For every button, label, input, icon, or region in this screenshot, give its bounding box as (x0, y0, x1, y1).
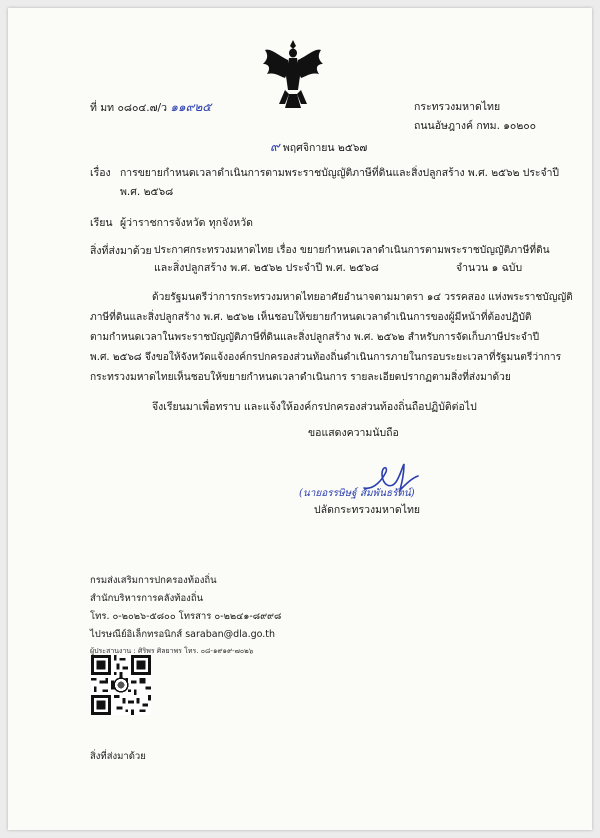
attachment-label: สิ่งที่ส่งมาด้วย (90, 245, 152, 257)
document-number (90, 100, 211, 115)
footer-office: สำนักบริหารการคลังท้องถิ่น (90, 593, 204, 604)
body-paragraph-2: จึงเรียนมาเพื่อทราบ และแจ้งให้องค์กรปกครองส่วนท้องถิ่นถือปฏิบัติต่อไป (152, 401, 477, 413)
ministry-address: ถนนอัษฎางค์ กทม. ๑๐๒๐๐ (414, 120, 537, 132)
subject-label: เรื่อง (90, 167, 111, 179)
garuda-emblem-icon (261, 38, 325, 114)
ministry-name: กระทรวงมหาดไทย (414, 101, 501, 113)
body-paragraph-line: กระทรวงมหาดไทยเห็นชอบให้ขยายกำหนดเวลาดำเนินการ รายละเอียดปรากฏตามสิ่งที่ส่งมาด้วย (90, 372, 511, 383)
salutation-text: ผู้ว่าราชการจังหวัด ทุกจังหวัด (120, 217, 253, 229)
signatory-position: ปลัดกระทรวงมหาดไทย (314, 504, 421, 516)
body-paragraph-line: ตามกำหนดเวลาในพระราชบัญญัติภาษีที่ดินและสิ่งปลูกสร้าง พ.ศ. ๒๕๖๒ สำหรับการจัดเก็บภาษีประจำปี (90, 332, 540, 343)
footer-phone: โทร. ๐-๒๐๒๖-๕๘๐๐ โทรสาร ๐-๒๒๔๑-๘๙๙๘ (90, 611, 282, 622)
document-date (270, 141, 367, 155)
attachment-line-2: และสิ่งปลูกสร้าง พ.ศ. ๒๕๖๒ ประจำปี พ.ศ. ๒๕๖๘ (154, 262, 379, 274)
attachment-line-1: ประกาศกระทรวงมหาดไทย เรื่อง ขยายกำหนดเวลาดำเนินการตามพระราชบัญญัติภาษีที่ดิน (154, 245, 550, 256)
footer-coordinator: ผู้ประสานงาน : ศิริพร ศิลยาพร โทร. ๐๘-๑๙๑๙-๗๐๒๖ (90, 647, 254, 655)
document-page (8, 8, 592, 830)
qr-code-icon[interactable] (91, 655, 151, 715)
closing-phrase: ขอแสดงความนับถือ (308, 427, 399, 439)
body-paragraph-line: ภาษีที่ดินและสิ่งปลูกสร้าง พ.ศ. ๒๕๖๒ เห็นชอบให้ขยายกำหนดเวลาดำเนินการของผู้มีหน้าที่ต้องปฏิบัติ (90, 312, 532, 323)
subject-line-1: การขยายกำหนดเวลาดำเนินการตามพระราชบัญญัติภาษีที่ดินและสิ่งปลูกสร้าง พ.ศ. ๒๕๖๒ ประจำปี (120, 167, 560, 179)
footer-department: กรมส่งเสริมการปกครองท้องถิ่น (90, 575, 217, 586)
document-number-prefix: ที่ มท ๐๘๐๔.๗/ว (90, 102, 167, 114)
signatory-name: (นายอรรษิษฐ์ สัมพันธรัตน์) (299, 488, 415, 499)
footer-email: ไปรษณีย์อิเล็กทรอนิกส์ saraban@dla.go.th (90, 629, 276, 640)
footer-attachment-note: สิ่งที่ส่งมาด้วย (90, 751, 146, 762)
body-paragraph-line: ด้วยรัฐมนตรีว่าการกระทรวงมหาดไทยอาศัยอำนาจตามมาตรา ๑๔ วรรคสอง แห่งพระราชบัญญัติ (152, 292, 573, 303)
salutation-label: เรียน (90, 217, 113, 229)
attachment-count: จำนวน ๑ ฉบับ (456, 262, 523, 274)
subject-line-2: พ.ศ. ๒๕๖๘ (120, 186, 174, 198)
date-month-year: พฤศจิกายน ๒๕๖๗ (282, 142, 368, 154)
document-number-handwritten: ๑๑๙๒๕ (170, 100, 212, 114)
date-day-handwritten: ๙ (270, 140, 280, 155)
body-paragraph-line: พ.ศ. ๒๕๖๘ จึงขอให้จังหวัดแจ้งองค์กรปกครองส่วนท้องถิ่นดำเนินการภายในกรอบระยะเวลาที่รัฐมนตรีว่าการ (90, 352, 562, 363)
